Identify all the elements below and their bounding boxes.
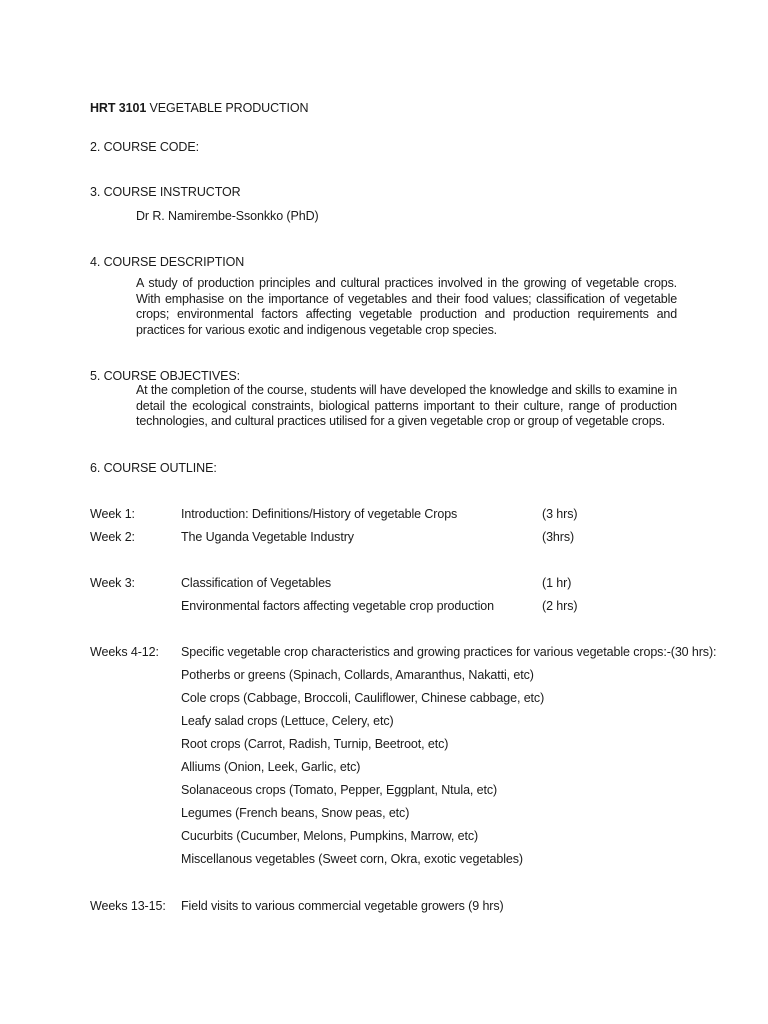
instructor-heading: 3. COURSE INSTRUCTOR — [90, 185, 241, 199]
weeks4-12-topic: Specific vegetable crop characteristics and growing practices for various vegetable crops:-(30 hrs): — [181, 645, 717, 659]
week3-topic-2: Environmental factors affecting vegetable crop production — [181, 599, 495, 613]
week3-hours-2: (2 hrs) — [542, 599, 578, 613]
list-item: Leafy salad crops (Lettuce, Celery, etc) — [181, 714, 394, 728]
week3-label: Week 3: — [90, 576, 135, 590]
description-heading: 4. COURSE DESCRIPTION — [90, 255, 245, 269]
list-item: Root crops (Carrot, Radish, Turnip, Beetroot, etc) — [181, 737, 449, 751]
week3-hours: (1 hr) — [542, 576, 572, 590]
list-item: Solanaceous crops (Tomato, Pepper, Eggplant, Ntula, etc) — [181, 783, 498, 797]
instructor-name: Dr R. Namirembe-Ssonkko (PhD) — [136, 209, 319, 223]
week1-label: Week 1: — [90, 507, 135, 521]
objectives-text: At the completion of the course, students will have developed the knowledge and skills to examine in detail the ecological constraints, biological patterns important to their culture, range of production technologies, and cultural practices utilised for a given vegetable crop or group of vegetable crops. — [136, 383, 677, 429]
course-title — [90, 100, 308, 116]
list-item: Alliums (Onion, Leek, Garlic, etc) — [181, 760, 361, 774]
list-item: Potherbs or greens (Spinach, Collards, Amaranthus, Nakatti, etc) — [181, 668, 534, 682]
week1-hours: (3 hrs) — [542, 507, 578, 521]
list-item: Cole crops (Cabbage, Broccoli, Cauliflower, Chinese cabbage, etc) — [181, 691, 545, 705]
course-code-heading: 2. COURSE CODE: — [90, 140, 199, 154]
description-text: A study of production principles and cultural practices involved in the growing of vegetable crops. With emphasise on the importance of vegetables and their food values; classification of vegetable crops; environmental factors affecting vegetable production and production requirements and practices for various exotic and indigenous vegetable crop species. — [136, 276, 677, 337]
week3-topic: Classification of Vegetables — [181, 576, 332, 590]
week2-label: Week 2: — [90, 530, 135, 544]
list-item: Legumes (French beans, Snow peas, etc) — [181, 806, 410, 820]
week2-topic: The Uganda Vegetable Industry — [181, 530, 354, 544]
course-code-label: HRT 3101 — [90, 101, 147, 115]
course-name: VEGETABLE PRODUCTION — [146, 101, 309, 115]
weeks13-15-topic: Field visits to various commercial vegetable growers (9 hrs) — [181, 899, 504, 913]
list-item: Cucurbits (Cucumber, Melons, Pumpkins, Marrow, etc) — [181, 829, 479, 843]
outline-heading: 6. COURSE OUTLINE: — [90, 461, 217, 475]
week1-topic: Introduction: Definitions/History of vegetable Crops — [181, 507, 458, 521]
weeks4-12-label: Weeks 4-12: — [90, 645, 159, 659]
weeks13-15-label: Weeks 13-15: — [90, 899, 166, 913]
objectives-heading: 5. COURSE OBJECTIVES: — [90, 369, 241, 383]
week2-hours: (3hrs) — [542, 530, 575, 544]
list-item: Miscellanous vegetables (Sweet corn, Okra, exotic vegetables) — [181, 852, 523, 866]
